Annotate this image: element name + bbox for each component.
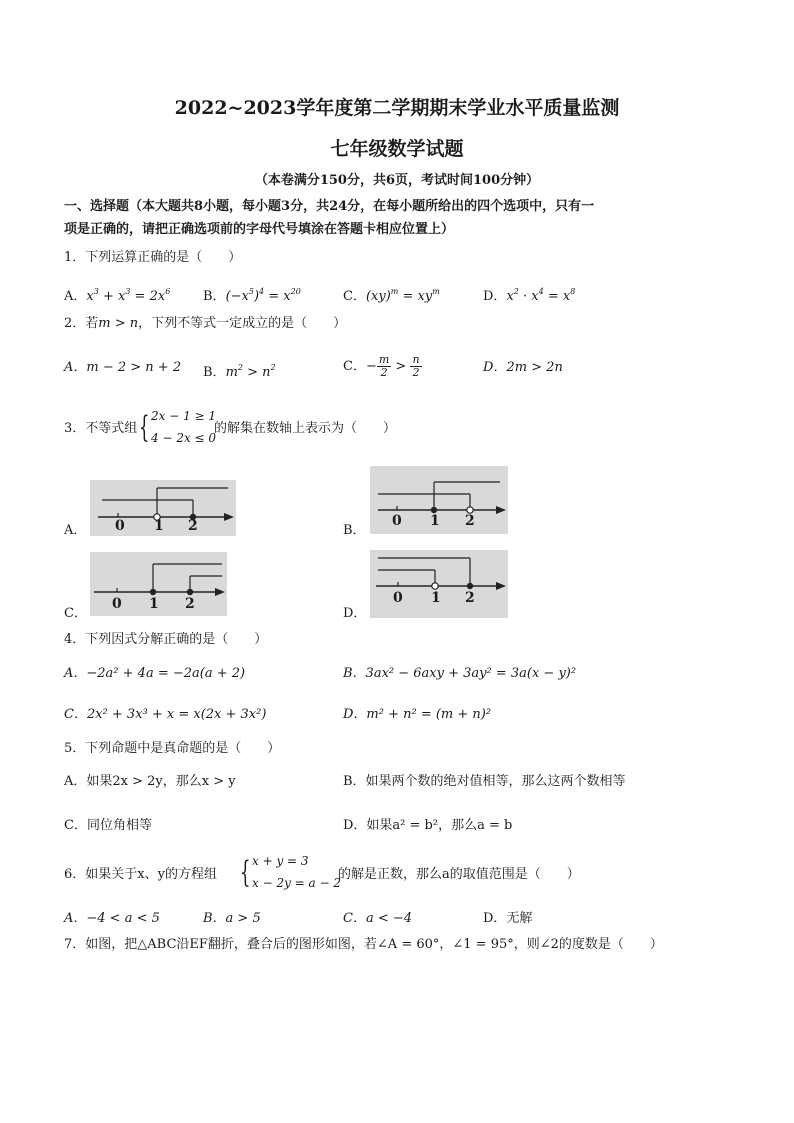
q3-eq1: 2x − 1 ≥ 1 <box>151 409 217 423</box>
q1-option-b: B．$(-x^5)^4 = x^{20}$ <box>203 287 301 304</box>
tick-label-0: 0 <box>392 513 402 529</box>
q4-option-d: D．m² + n² = (m + n)² <box>343 707 492 722</box>
q6-option-a: A．−4 < a < 5 <box>64 911 160 926</box>
q4-stem: 4．下列因式分解正确的是（ ） <box>64 632 268 647</box>
q3-brace: { <box>139 410 150 445</box>
q1-stem: 1．下列运算正确的是（ ） <box>64 250 242 265</box>
q6-option-b: B．a > 5 <box>203 911 261 926</box>
q4-option-c: C．2x² + 3x³ + x = x(2x + 3x²) <box>64 707 267 722</box>
tick-label-1: 1 <box>154 518 164 534</box>
q3-option-b-numberline <box>370 466 508 534</box>
q6-brace: { <box>240 855 251 890</box>
q6-option-d: D．无解 <box>483 911 533 926</box>
exam-title: 2022~2023学年度第二学期期末学业水平质量监测 <box>174 97 620 119</box>
q3-option-b-label: B． <box>343 523 366 538</box>
section-instruction-line2: 项是正确的，请把正确选项前的字母代号填涂在答题卡相应位置上） <box>64 222 455 237</box>
q6-eq1: x + y = 3 <box>252 854 309 868</box>
tick-label-2: 2 <box>465 590 475 606</box>
q2-option-a: A．m − 2 > n + 2 <box>64 360 182 375</box>
q5-option-c: C．同位角相等 <box>64 818 152 833</box>
q3-option-a-numberline <box>90 480 236 536</box>
tick-label-0: 0 <box>112 596 122 612</box>
q6-stem-prefix: 6．如果关于x、y的方程组 <box>64 867 217 882</box>
q5-option-b: B．如果两个数的绝对值相等，那么这两个数相等 <box>343 774 626 789</box>
tick-label-1: 1 <box>149 596 159 612</box>
exam-note: （本卷满分150分，共6页，考试时间100分钟） <box>254 173 540 188</box>
tick-label-2: 2 <box>465 513 475 529</box>
q5-option-a: A．如果2x > 2y，那么x > y <box>64 774 236 789</box>
q1-option-c: C．$(xy)^m = xy^m$ <box>343 287 440 304</box>
tick-label-0: 0 <box>115 518 125 534</box>
exam-subtitle: 七年级数学试题 <box>330 138 464 160</box>
q2-option-c: C．− $\frac{m}{2}$ > $\frac{n}{2}$ <box>343 353 420 379</box>
q3-option-c-label: C． <box>64 606 87 621</box>
q2-option-d: D．2m > 2n <box>483 360 563 375</box>
q3-option-d-label: D． <box>343 606 367 621</box>
tick-label-1: 1 <box>431 590 441 606</box>
tick-label-2: 2 <box>185 596 195 612</box>
q2-stem: 2．若m > n，下列不等式一定成立的是（ ） <box>64 316 347 331</box>
q6-eq2: x − 2y = a − 2 <box>252 876 342 890</box>
tick-label-2: 2 <box>188 518 198 534</box>
q3-option-a-label: A． <box>64 523 87 538</box>
tick-label-1: 1 <box>430 513 440 529</box>
q4-option-a: A．−2a² + 4a = −2a(a + 2) <box>64 666 246 681</box>
q7-stem: 7．如图，把△ABC沿EF翻折，叠合后的图形如图，若∠A = 60°，∠1 = 95°，则∠2的度数是（ ） <box>64 937 663 952</box>
q1-option-d: D．$x^2 \cdot x^4 = x^8$ <box>483 287 576 304</box>
q3-option-c-numberline <box>90 552 227 616</box>
tick-label-0: 0 <box>393 590 403 606</box>
q3-stem-prefix: 3．不等式组 <box>64 421 138 436</box>
q5-stem: 5．下列命题中是真命题的是（ ） <box>64 741 281 756</box>
q5-option-d: D．如果a² = b²，那么a = b <box>343 818 513 833</box>
q3-stem-suffix: 的解集在数轴上表示为（ ） <box>214 421 397 436</box>
q1-option-a: A．$x^3 + x^3 = 2x^6$ <box>64 287 171 304</box>
section-instruction-line1: 一、选择题（本大题共8小题，每小题3分，共24分，在每小题所给出的四个选项中，只有一 <box>64 199 595 214</box>
q3-eq2: 4 − 2x ≤ 0 <box>151 431 217 445</box>
q2-option-b: B．$m^2 > n^2$ <box>203 363 276 380</box>
q4-option-b: B．3ax² − 6axy + 3ay² = 3a(x − y)² <box>343 666 577 681</box>
q6-option-c: C．a < −4 <box>343 911 413 926</box>
q3-option-d-numberline <box>370 550 508 618</box>
q6-stem-suffix: 的解是正数，那么a的取值范围是（ ） <box>338 867 580 882</box>
